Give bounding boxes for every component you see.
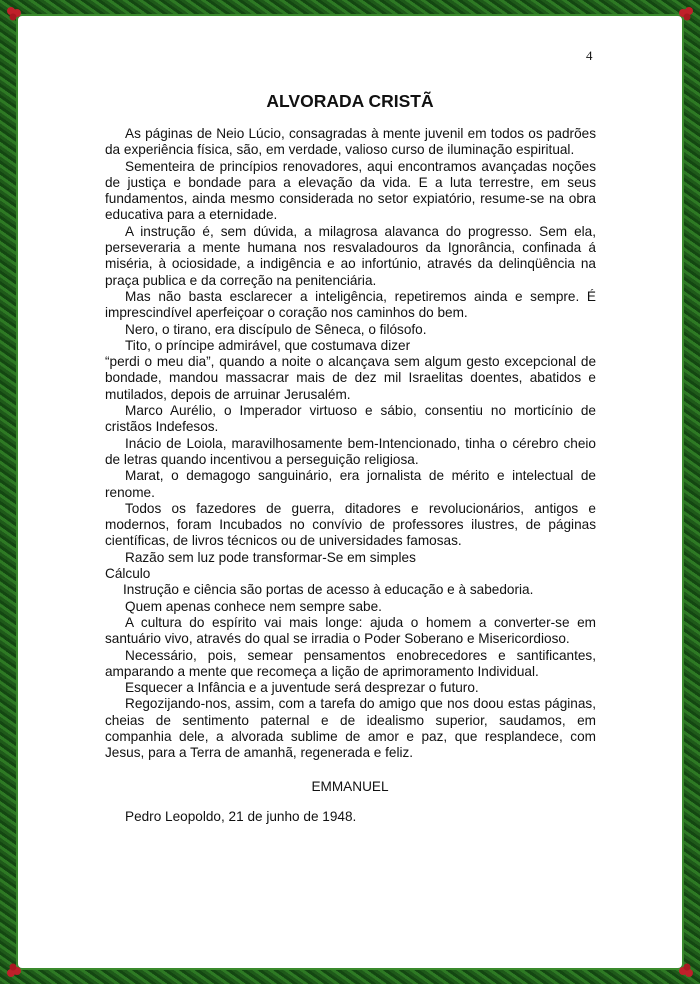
holly-berries-icon	[672, 2, 698, 28]
author-signature: EMMANUEL	[311, 779, 389, 794]
paragraph: Nero, o tirano, era discípulo de Sêneca, o filósofo.	[125, 321, 427, 337]
holly-berries-icon	[672, 956, 698, 982]
body-text	[105, 126, 596, 762]
paragraph: Razão sem luz pode transformar-Se em simples	[125, 549, 416, 565]
paragraph: Inácio de Loiola, maravilhosamente bem-Intencionado, tinha o cérebro cheio de letras quando incentivou a perseguição religiosa.	[105, 435, 596, 467]
paragraph: Sementeira de princípios renovadores, aqui encontramos avançadas noções de justiça e bondade para a elevação da vida. E a luta terrestre, em seus fundamentos, ainda mesmo considerada no setor expiatório, resume-se na obra educativa para a eternidade.	[105, 158, 596, 223]
paragraph: Cálculo	[105, 566, 151, 582]
paragraph: A cultura do espírito vai mais longe: ajuda o homem a converter-se em santuário vivo, através do qual se irradia o Poder Soberano e Misericordioso.	[105, 614, 596, 647]
paragraph: Quem apenas conhece nem sempre sabe.	[125, 598, 382, 614]
place-date: Pedro Leopoldo, 21 de junho de 1948.	[125, 809, 357, 824]
paragraph: Mas não basta esclarecer a inteligência, repetiremos ainda e sempre. É imprescindível aperfeiçoar o coração nos caminhos do bem.	[105, 288, 596, 321]
paragraph: Regozijando-nos, assim, com a tarefa do amigo que nos doou estas páginas, cheias de sentimento paternal e de idealismo superior, saudamos, em companhia dele, a alvorada sublime de amor e paz, que resplandece, com Jesus, para a Terra de amanhã, regenerada e feliz.	[105, 696, 596, 761]
page-title: ALVORADA CRISTÃ	[266, 91, 434, 111]
paragraph: Marco Aurélio, o Imperador virtuoso e sábio, consentiu no morticínio de cristãos Indefesos.	[105, 403, 596, 435]
paragraph: Todos os fazedores de guerra, ditadores e revolucionários, antigos e modernos, foram Incubados no convívio de professores ilustres, de páginas científicas, de livros técnicos ou de universidades famosas.	[105, 500, 596, 549]
paragraph: Marat, o demagogo sanguinário, era jornalista de mérito e intelectual de renome.	[105, 468, 596, 500]
holly-berries-icon	[2, 2, 28, 28]
page-number: 4	[586, 48, 593, 63]
paragraph: Necessário, pois, semear pensamentos enobrecedores e santificantes, amparando a mente que recomeça a lição de aprimoramento Individual.	[105, 647, 596, 679]
paragraph: “perdi o meu dia”, quando a noite o alcançava sem algum gesto excepcional de bondade, mandou massacrar mais de dez mil Israelitas doentes, abatidos e mutilados, depois de arruinar Jerusalém.	[105, 354, 596, 402]
holly-berries-icon	[2, 956, 28, 982]
paragraph: Esquecer a Infância e a juventude será desprezar o futuro.	[125, 680, 479, 696]
paragraph: As páginas de Neio Lúcio, consagradas à mente juvenil em todos os padrões da experiência física, são, em verdade, valioso curso de iluminação espiritual.	[105, 126, 596, 158]
paragraph: Tito, o príncipe admirável, que costumava dizer	[125, 337, 411, 353]
paragraph: Instrução e ciência são portas de acesso à educação e à sabedoria.	[123, 582, 534, 598]
paragraph: A instrução é, sem dúvida, a milagrosa alavanca do progresso. Sem ela, perseveraria a mente humana nos resvaladouros da Ignorância, confinada á miséria, à ociosidade, a indigência e ao infortúnio, através da delinqüência na praça publica e da correção na penitenciária.	[105, 223, 596, 288]
